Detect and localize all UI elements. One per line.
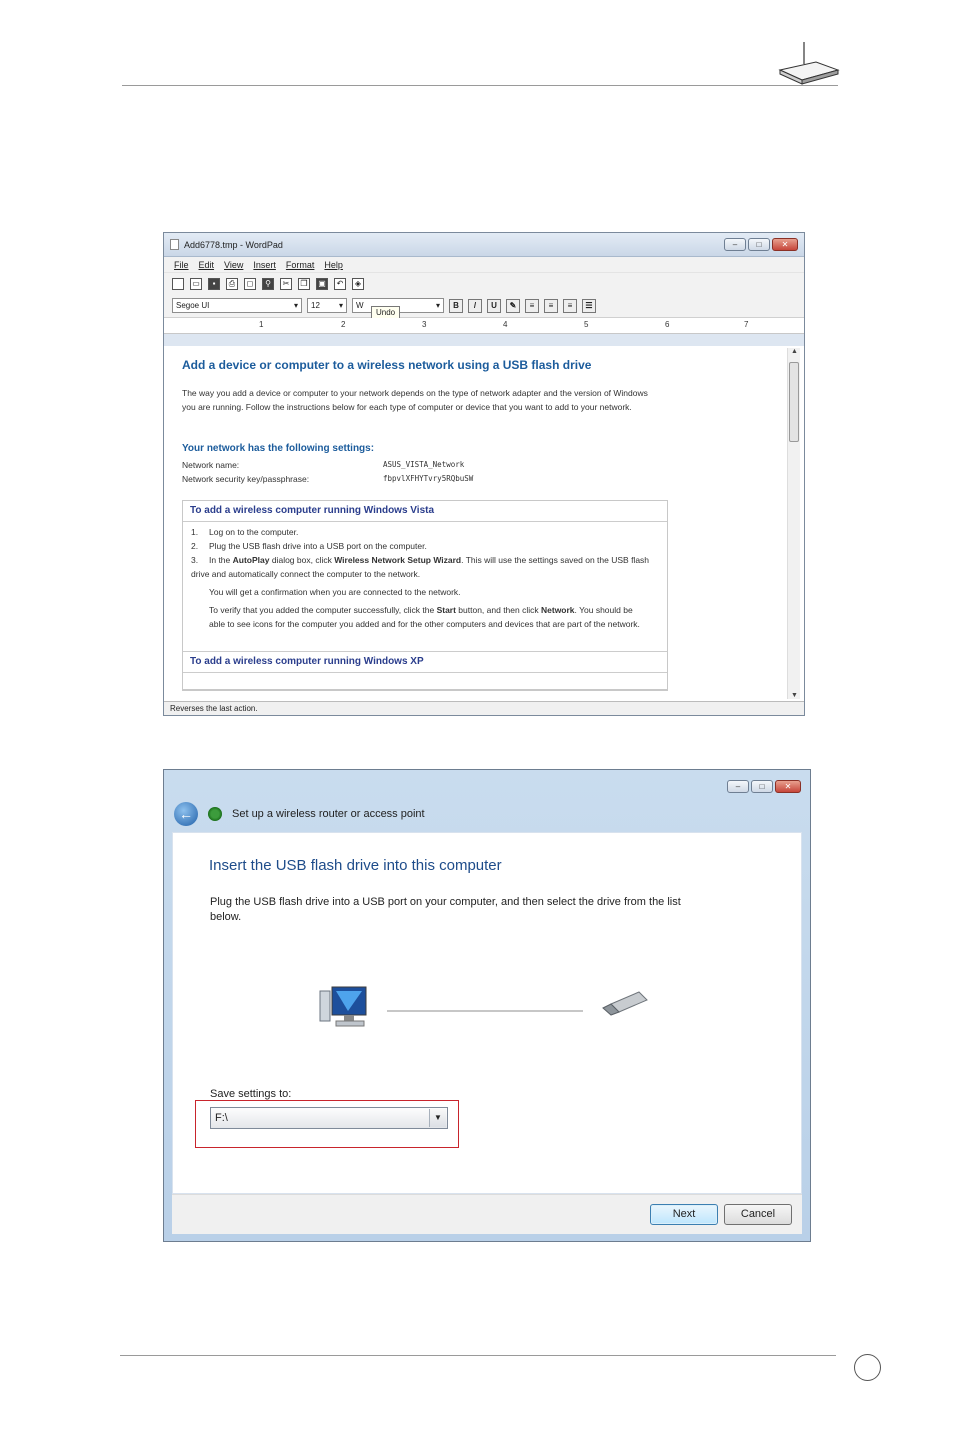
ruler-number: 1 — [259, 320, 264, 329]
security-key-value: fbpvlXFHYTvry5RQbuSW — [383, 474, 474, 483]
ruler-number: 7 — [744, 320, 749, 329]
bullets-button[interactable]: ☰ — [582, 299, 596, 313]
wordpad-window — [163, 232, 805, 716]
align-right-button[interactable]: ≡ — [563, 299, 577, 313]
color-button[interactable]: ✎ — [506, 299, 520, 313]
menu-view[interactable]: View — [224, 259, 244, 270]
doc-intro: The way you add a device or computer to your network depends on the type of network adapter and the version of Windows you are running. Follow the instructions below for each type of computer or device that you want to add to your network. — [182, 388, 648, 412]
find-icon[interactable]: ⚲ — [262, 278, 274, 290]
step-1: 1. Log on to the computer. — [191, 527, 299, 537]
menu-bar — [164, 257, 804, 272]
maximize-button[interactable]: □ — [751, 780, 773, 793]
box-divider — [183, 521, 667, 522]
close-button[interactable]: ✕ — [775, 780, 801, 793]
font-name-select[interactable]: Segoe UI ▾ — [172, 298, 302, 313]
underline-button[interactable]: U — [487, 299, 501, 313]
paste-icon[interactable]: ▣ — [316, 278, 328, 290]
italic-button[interactable]: / — [468, 299, 482, 313]
menu-file[interactable]: File — [174, 259, 189, 270]
ruler-number: 2 — [341, 320, 346, 329]
cancel-button[interactable]: Cancel — [724, 1204, 792, 1225]
print-icon[interactable]: ⎙ — [226, 278, 238, 290]
wizard-navbar — [174, 802, 425, 826]
vertical-scrollbar[interactable] — [787, 348, 800, 699]
align-center-button[interactable]: ≡ — [544, 299, 558, 313]
chevron-down-icon[interactable]: ▼ — [429, 1109, 446, 1127]
settings-heading: Your network has the following settings: — [182, 443, 375, 454]
wizard-footer — [172, 1194, 802, 1234]
menu-help[interactable]: Help — [324, 259, 343, 270]
maximize-button[interactable]: □ — [748, 238, 770, 251]
scroll-thumb[interactable] — [789, 362, 799, 442]
wordpad-titlebar — [164, 233, 804, 257]
vista-heading: To add a wireless computer running Windows Vista — [190, 505, 435, 516]
doc-heading: Add a device or computer to a wireless network using a USB flash drive — [182, 358, 592, 372]
wizard-heading: Insert the USB flash drive into this computer — [209, 857, 502, 874]
close-button[interactable]: ✕ — [772, 238, 798, 251]
status-bar: Reverses the last action. — [164, 701, 804, 715]
network-name-label: Network name: — [182, 460, 240, 470]
highlight-frame — [195, 1100, 459, 1148]
minimize-button[interactable]: – — [727, 780, 749, 793]
print-preview-icon[interactable]: ◻ — [244, 278, 256, 290]
ruler-number: 5 — [584, 320, 589, 329]
xp-heading: To add a wireless computer running Windows XP — [190, 656, 424, 667]
security-key-label: Network security key/passphrase: — [182, 474, 310, 484]
usb-drive-icon — [601, 988, 653, 1016]
menu-insert[interactable]: Insert — [253, 259, 276, 270]
wizard-window — [163, 769, 811, 1242]
ruler-number: 6 — [665, 320, 670, 329]
scroll-up-icon[interactable]: ▲ — [791, 348, 798, 355]
ruler-number: 3 — [422, 320, 427, 329]
new-icon[interactable] — [172, 278, 184, 290]
wordpad-title: Add6778.tmp - WordPad — [184, 239, 283, 250]
footer-rule — [120, 1355, 836, 1356]
network-setup-icon — [208, 807, 222, 821]
scroll-down-icon[interactable]: ▼ — [791, 692, 798, 699]
font-size-select[interactable]: 12 ▾ — [307, 298, 347, 313]
document-icon — [170, 239, 179, 250]
align-left-button[interactable]: ≡ — [525, 299, 539, 313]
cut-icon[interactable]: ✂ — [280, 278, 292, 290]
selected-drive: F:\ — [215, 1112, 228, 1124]
undo-icon[interactable]: ↶ — [334, 278, 346, 290]
open-icon[interactable]: ▭ — [190, 278, 202, 290]
wizard-title: Set up a wireless router or access point — [232, 808, 425, 820]
xp-instructions-box — [182, 651, 668, 691]
step-3: 3. In the AutoPlay dialog box, click Wireless Network Setup Wizard. This will use the settings saved on the USB flash drive and automatically connect the computer to the network. — [191, 555, 650, 579]
undo-tooltip: Undo — [371, 306, 400, 320]
document-area[interactable] — [164, 346, 804, 701]
ruler-number: 4 — [503, 320, 508, 329]
wizard-content — [172, 832, 802, 1194]
connection-line — [387, 1010, 583, 1012]
standard-toolbar — [164, 272, 804, 294]
script-select[interactable]: W ▾ — [352, 298, 444, 313]
page-number-circle — [854, 1354, 881, 1381]
confirmation-text: You will get a confirmation when you are connected to the network. — [209, 587, 461, 597]
next-button[interactable]: Next — [650, 1204, 718, 1225]
wizard-instructions: Plug the USB flash drive into a USB port on your computer, and then select the drive from the list below. — [210, 896, 681, 923]
back-button[interactable]: ← — [174, 802, 198, 826]
copy-icon[interactable]: ❐ — [298, 278, 310, 290]
save-settings-label: Save settings to: — [210, 1088, 292, 1100]
computer-icon — [318, 983, 370, 1031]
header-rule — [122, 85, 838, 86]
ruler — [164, 318, 804, 334]
format-toolbar — [164, 294, 804, 318]
verify-text: To verify that you added the computer successfully, click the Start button, and then click Network. You should be able to see icons for the computer you added and for the other computers and devices that are part of the network. — [209, 605, 640, 629]
menu-edit[interactable]: Edit — [198, 259, 215, 270]
minimize-button[interactable]: – — [724, 238, 746, 251]
step-2: 2. Plug the USB flash drive into a USB port on the computer. — [191, 541, 427, 551]
menu-format[interactable]: Format — [285, 259, 315, 270]
box-divider — [183, 672, 667, 673]
bold-button[interactable]: B — [449, 299, 463, 313]
network-name-value: ASUS_VISTA_Network — [383, 460, 465, 469]
insert-object-icon[interactable]: ◈ — [352, 278, 364, 290]
save-icon[interactable]: ▪ — [208, 278, 220, 290]
router-icon — [776, 40, 840, 88]
